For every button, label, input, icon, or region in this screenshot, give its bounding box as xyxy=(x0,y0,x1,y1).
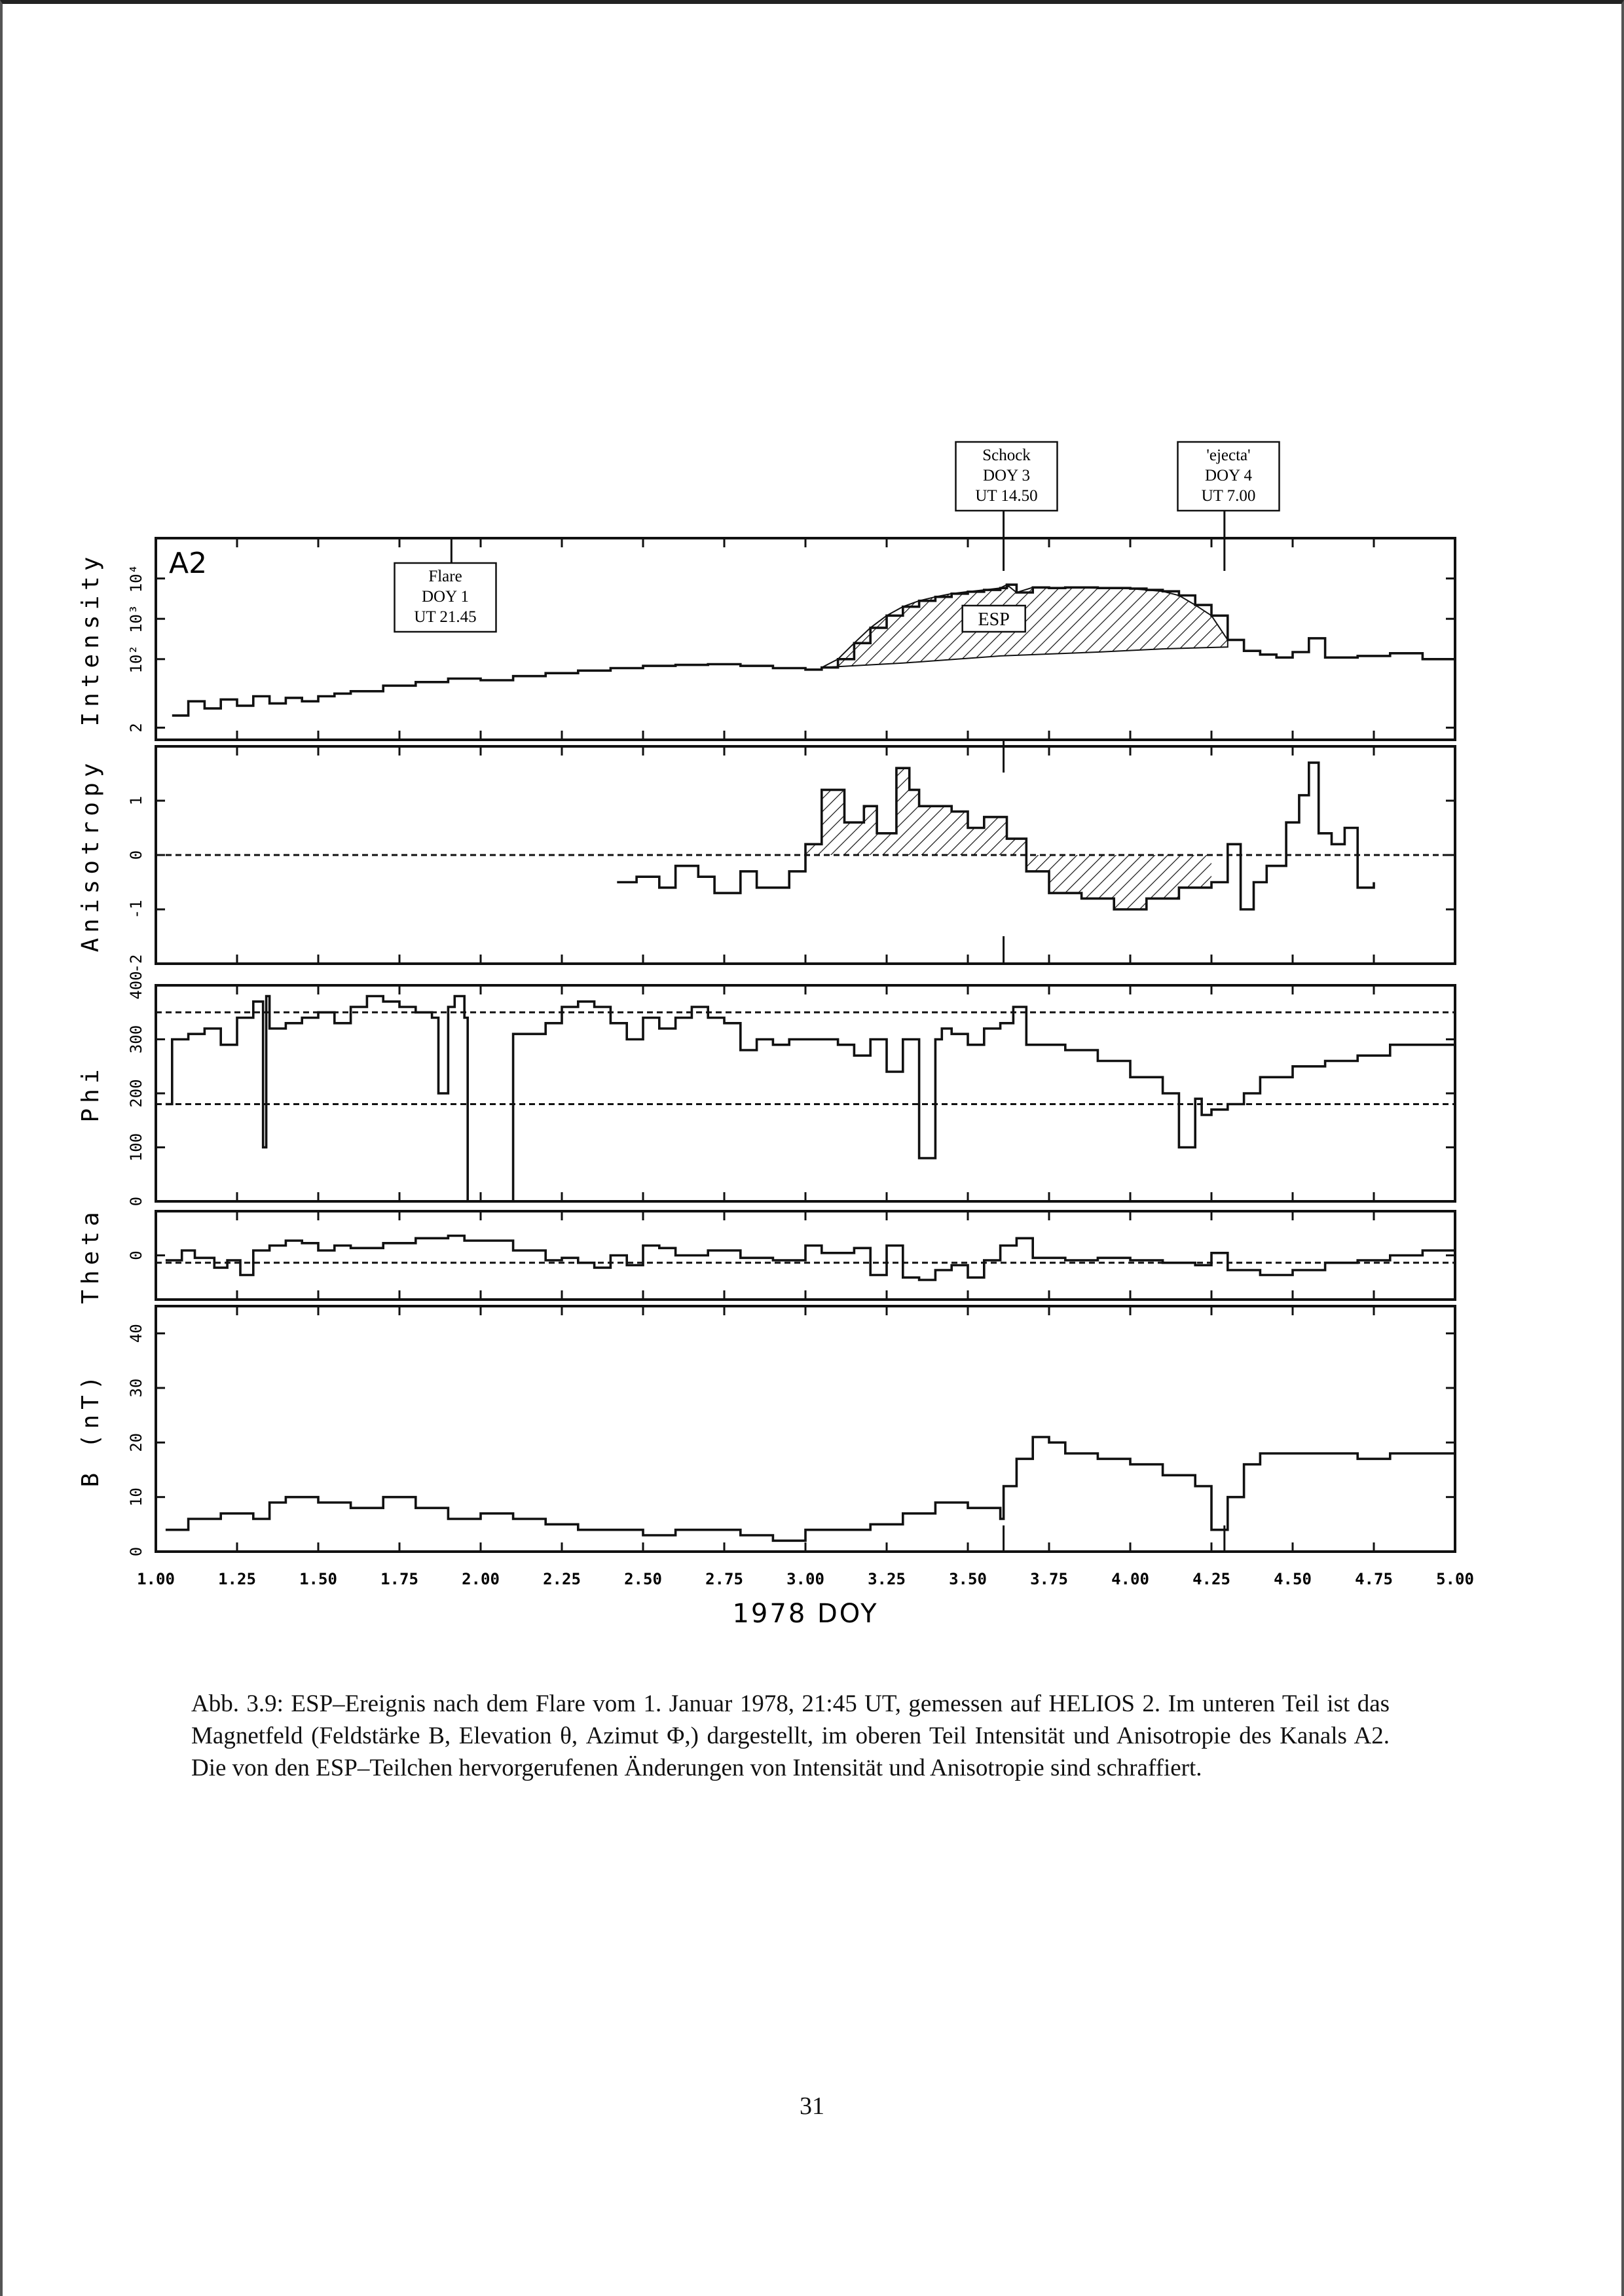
b-ytick-label-4: 40 xyxy=(127,1324,145,1343)
x-tick-label-2: 1.50 xyxy=(299,1570,337,1588)
x-tick-label-12: 4.00 xyxy=(1111,1570,1149,1588)
figure-caption xyxy=(191,1688,1390,1784)
anisotropy-hatch-bar xyxy=(1179,855,1211,888)
anisotropy-hatch-bar xyxy=(822,790,845,855)
anisotropy-hatch-bar xyxy=(1026,855,1049,871)
intensity-frame xyxy=(156,538,1455,740)
b-frame xyxy=(156,1306,1455,1552)
anisotropy-hatch-bar xyxy=(845,822,864,855)
x-tick-label-14: 4.50 xyxy=(1274,1570,1312,1588)
schock-annotation-line-2: UT 14.50 xyxy=(975,487,1038,505)
phi-ytick-label-4: 400 xyxy=(127,971,145,1000)
anisotropy-hatch-bar xyxy=(896,768,910,855)
phi-ytick-label-2: 200 xyxy=(127,1079,145,1108)
schock-annotation-line-1: DOY 3 xyxy=(983,467,1030,484)
intensity-ytick-label-0: 2 xyxy=(127,723,145,733)
flare-annotation-line-0: Flare xyxy=(428,568,462,585)
panel-label: A2 xyxy=(169,547,208,580)
anisotropy-hatch-bar xyxy=(919,806,952,855)
x-tick-label-13: 4.25 xyxy=(1192,1570,1230,1588)
caption-text: ESP–Ereignis nach dem Flare vom 1. Januar 1978, 21:45 UT, gemessen auf HELIOS 2. Im unteren Teil ist das Magnetfeld (Feldstärke B, Elevation θ, Azimut Φ,) dargestellt, im oberen Teil Intensität und Anisotropie des Kanals A2. Die von den ESP–Teilchen hervorgerufenen Änderungen von Intensität und Anisotropie sind schraffiert. xyxy=(191,1690,1390,1781)
anisotropy-hatch-bar xyxy=(951,812,968,855)
anisotropy-hatch-bar xyxy=(1007,839,1027,855)
intensity-ylabel: Intensity xyxy=(77,551,104,727)
ejecta-annotation-line-0: 'ejecta' xyxy=(1206,446,1251,464)
theta-series-line xyxy=(166,1236,1455,1281)
theta-ytick-label-0: 0 xyxy=(127,1250,145,1260)
phi-ytick-label-0: 0 xyxy=(127,1196,145,1207)
b-series-line xyxy=(166,1437,1455,1540)
x-tick-label-4: 2.00 xyxy=(462,1570,500,1588)
b-ytick-label-1: 10 xyxy=(127,1487,145,1507)
theta-ylabel: Theta xyxy=(77,1207,104,1304)
intensity-ytick-label-3: 10⁴ xyxy=(127,564,145,593)
page-number: 31 xyxy=(800,2092,824,2120)
intensity-ytick-label-2: 10³ xyxy=(127,604,145,633)
anisotropy-hatch-bar xyxy=(1147,855,1179,898)
ejecta-annotation-line-1: DOY 4 xyxy=(1205,467,1252,484)
anisotropy-hatch-bar xyxy=(1114,855,1147,909)
x-tick-label-11: 3.75 xyxy=(1030,1570,1068,1588)
x-axis-label: 1978 DOY xyxy=(732,1599,879,1629)
x-tick-label-7: 2.75 xyxy=(705,1570,743,1588)
x-tick-label-15: 4.75 xyxy=(1355,1570,1393,1588)
anisotropy-ytick-label-1: 0 xyxy=(127,850,145,860)
schock-annotation-line-0: Schock xyxy=(982,446,1031,464)
x-tick-label-5: 2.25 xyxy=(543,1570,581,1588)
phi-ylabel: Phi xyxy=(77,1064,104,1123)
anisotropy-ytick-label-2: -1 xyxy=(127,900,145,919)
x-tick-label-8: 3.00 xyxy=(786,1570,824,1588)
caption-label: Abb. 3.9: xyxy=(191,1690,284,1717)
x-tick-label-0: 1.00 xyxy=(137,1570,175,1588)
intensity-series-line xyxy=(172,585,1455,716)
anisotropy-ytick-label-0: 1 xyxy=(127,795,145,806)
x-tick-label-6: 2.50 xyxy=(624,1570,662,1588)
phi-ytick-label-1: 100 xyxy=(127,1133,145,1162)
flare-annotation-line-2: UT 21.45 xyxy=(414,608,477,626)
phi-ytick-label-3: 300 xyxy=(127,1025,145,1054)
anisotropy-hatch-bar xyxy=(1049,855,1082,893)
x-tick-label-10: 3.50 xyxy=(949,1570,987,1588)
anisotropy-hatch-bar xyxy=(984,817,1007,855)
b-ylabel: B (nT) xyxy=(77,1370,104,1487)
anisotropy-hatch-bar xyxy=(968,828,984,856)
x-tick-label-1: 1.25 xyxy=(218,1570,256,1588)
flare-annotation-line-1: DOY 1 xyxy=(422,588,469,606)
intensity-ytick-label-1: 10² xyxy=(127,645,145,674)
x-tick-label-9: 3.25 xyxy=(868,1570,906,1588)
ejecta-annotation-line-2: UT 7.00 xyxy=(1201,487,1256,505)
anisotropy-hatch-bar xyxy=(910,790,919,855)
x-tick-label-16: 5.00 xyxy=(1436,1570,1474,1588)
b-ytick-label-2: 20 xyxy=(127,1432,145,1452)
anisotropy-ytick-label-3: -2 xyxy=(127,954,145,974)
b-ytick-label-3: 30 xyxy=(127,1378,145,1398)
anisotropy-ylabel: Anisotropy xyxy=(77,757,104,953)
esp-label-text: ESP xyxy=(978,610,1010,630)
phi-series-line xyxy=(166,996,1455,1202)
b-ytick-label-0: 0 xyxy=(127,1546,145,1557)
anisotropy-hatch-bar xyxy=(805,844,822,855)
anisotropy-hatch-bar xyxy=(1082,855,1115,898)
anisotropy-hatch-bar xyxy=(864,806,877,855)
anisotropy-hatch-bar xyxy=(877,833,896,855)
x-tick-label-3: 1.75 xyxy=(380,1570,418,1588)
